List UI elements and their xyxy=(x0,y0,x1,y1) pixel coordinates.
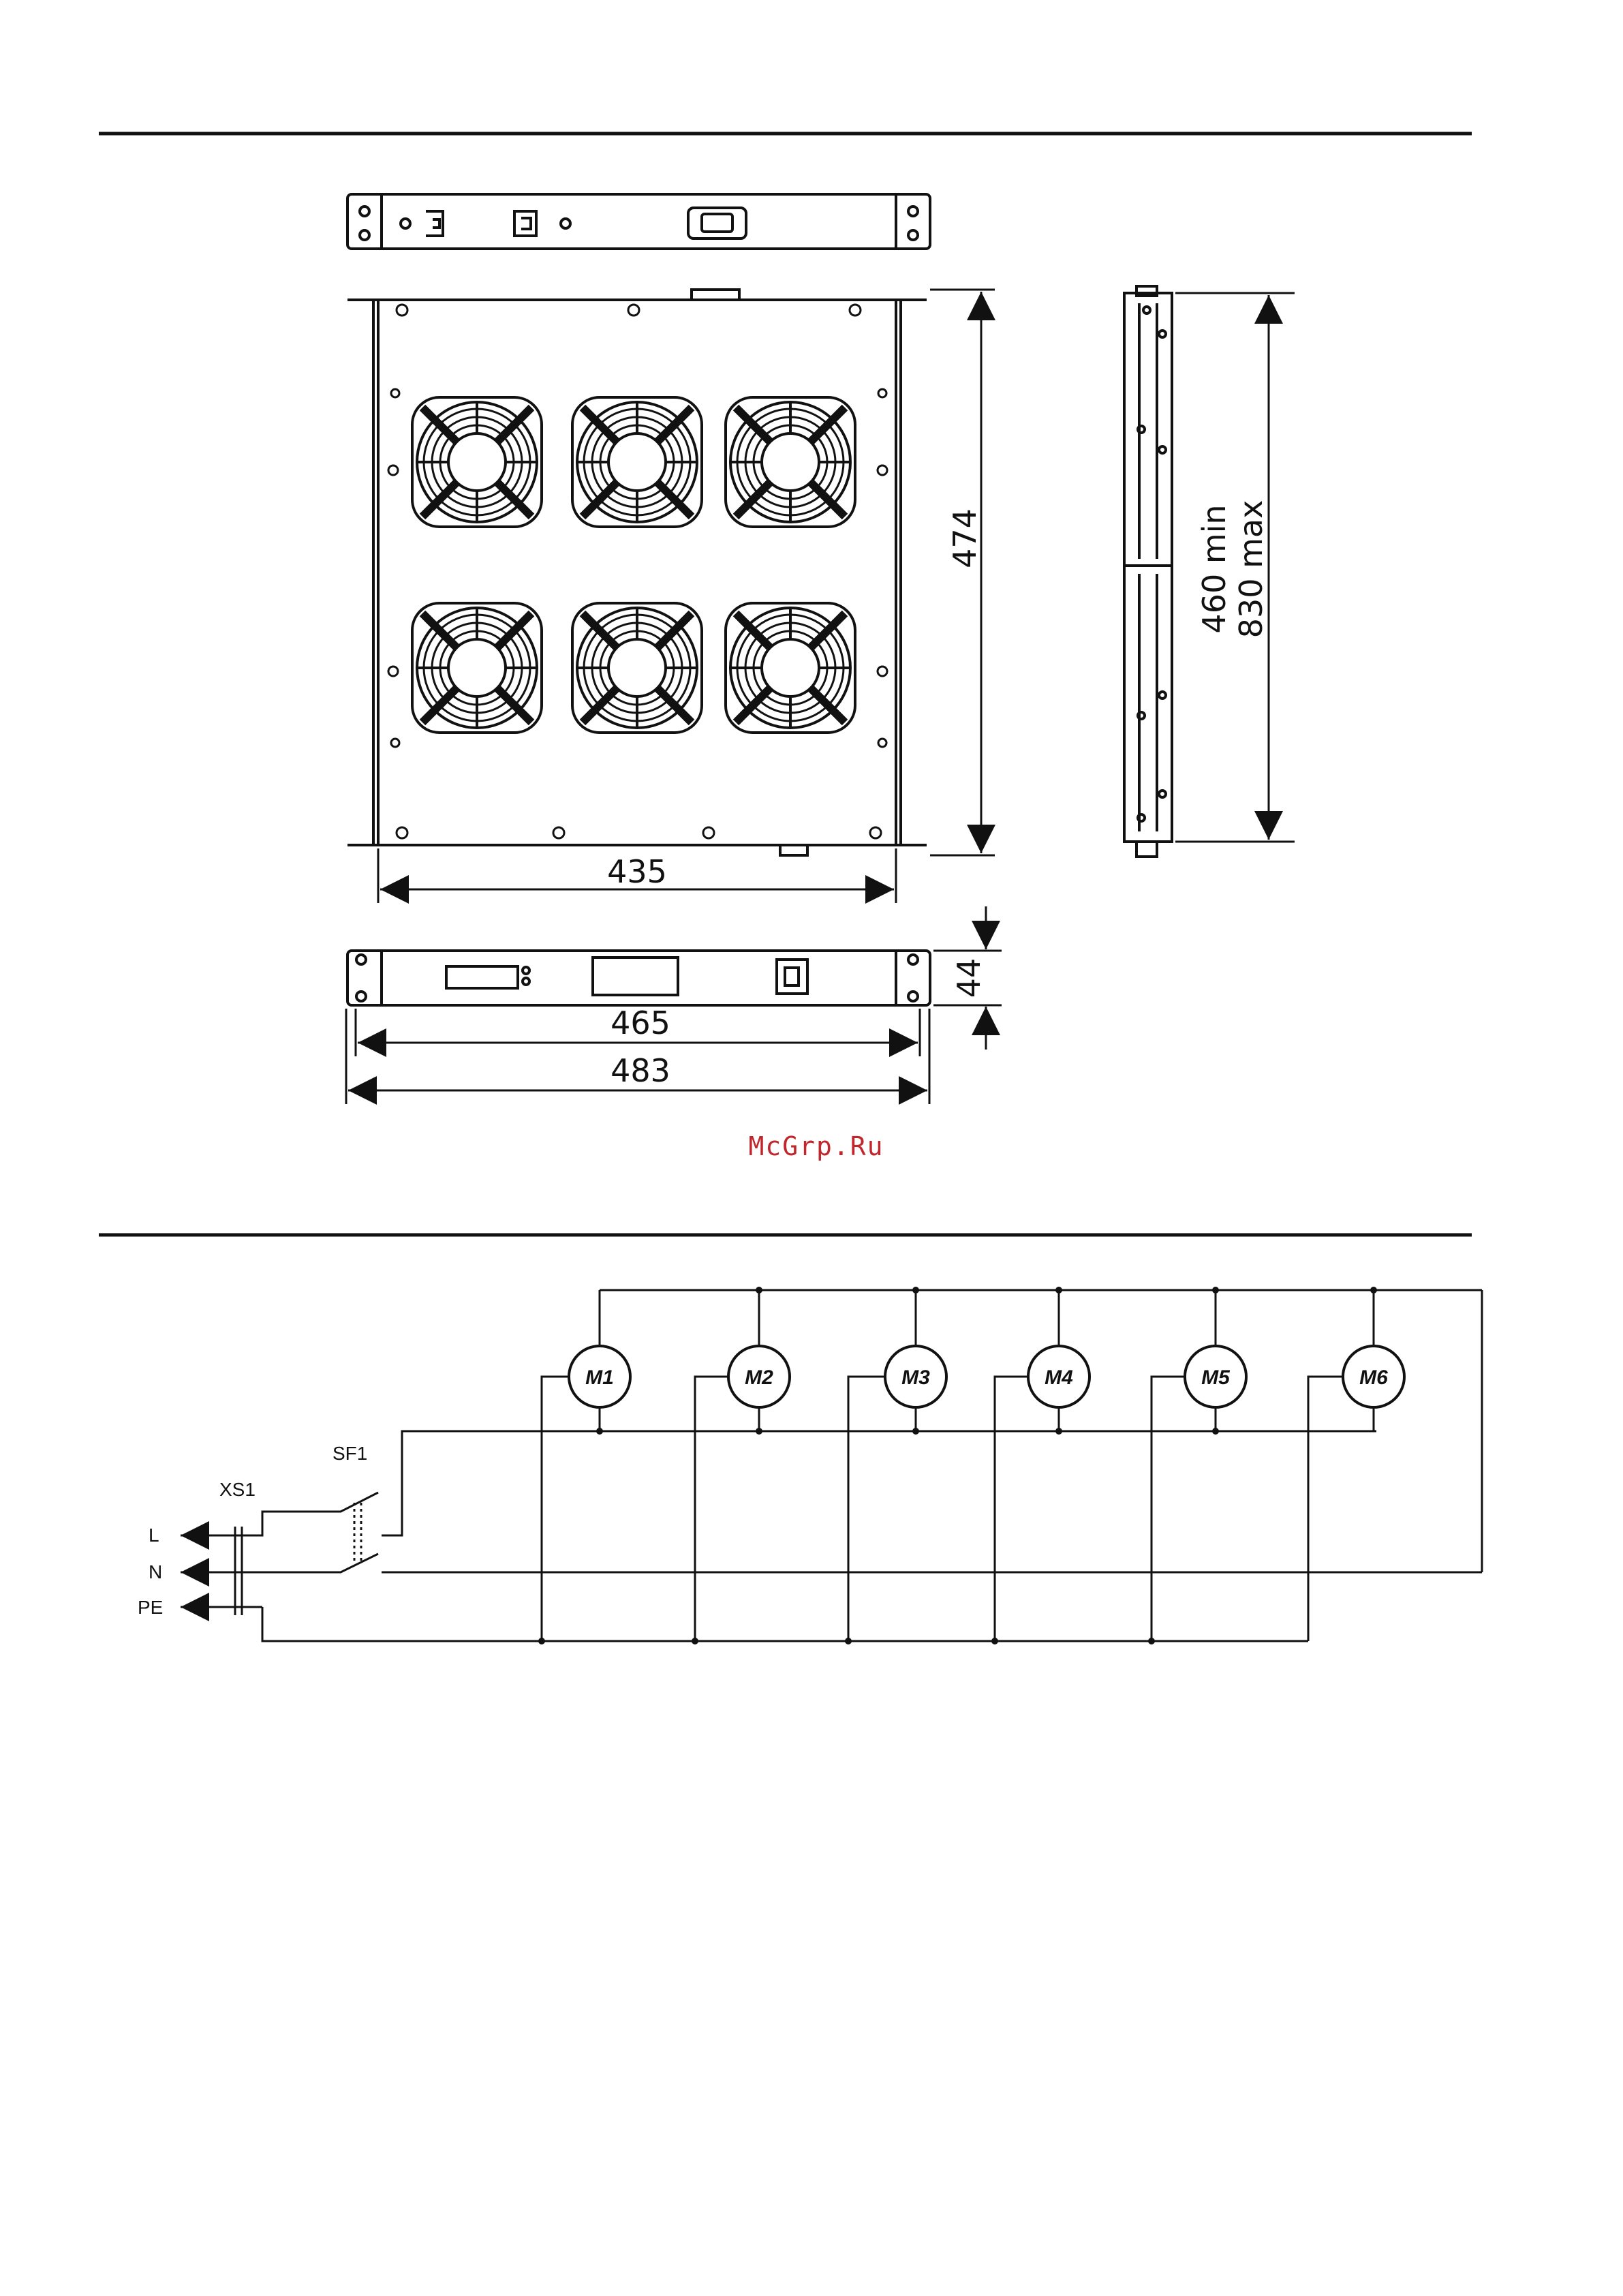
switch-label: SF1 xyxy=(333,1443,368,1464)
junction-dots xyxy=(538,1287,1377,1644)
motor-m1 xyxy=(569,1346,630,1407)
motor-m2 xyxy=(728,1346,790,1407)
dimension-height-label: 44 xyxy=(950,958,987,998)
rear-view xyxy=(347,194,930,249)
dimension-width-total-label: 483 xyxy=(610,1052,670,1089)
fan-4 xyxy=(412,603,542,733)
fan-3 xyxy=(726,397,855,527)
motor-m1-label: M1 xyxy=(585,1366,614,1389)
dimension-width-body-label: 465 xyxy=(610,1005,670,1041)
plan-view xyxy=(347,290,927,855)
line-label-l: L xyxy=(149,1525,159,1546)
dimension-rail-max: 830 max xyxy=(1233,500,1269,639)
motor-m3-label: M3 xyxy=(901,1366,930,1389)
wiring-schematic xyxy=(181,1290,1482,1641)
fan-5 xyxy=(572,603,702,733)
side-view xyxy=(1124,286,1172,857)
line-label-pe: PE xyxy=(138,1597,164,1618)
motor-m6-label: M6 xyxy=(1359,1366,1388,1389)
motor-m3 xyxy=(885,1346,946,1407)
dimension-width-inner-label: 435 xyxy=(607,853,667,890)
motor-m6 xyxy=(1343,1346,1404,1407)
dimension-rail-min: 460 min xyxy=(1196,504,1233,634)
motor-m4 xyxy=(1028,1346,1089,1407)
fan-2 xyxy=(572,397,702,527)
dimension-depth xyxy=(930,290,995,855)
fan-6 xyxy=(726,603,855,733)
motor-m4-label: M4 xyxy=(1045,1366,1073,1389)
motor-m2-label: M2 xyxy=(745,1366,773,1389)
connector-label: XS1 xyxy=(219,1479,256,1500)
fan-1 xyxy=(412,397,542,527)
motor-m5-label: M5 xyxy=(1201,1366,1230,1389)
dimension-depth-label: 474 xyxy=(946,508,983,568)
line-label-n: N xyxy=(149,1561,163,1582)
front-view xyxy=(347,951,930,1005)
watermark: McGrp.Ru xyxy=(748,1131,884,1161)
motor-m5 xyxy=(1185,1346,1246,1407)
